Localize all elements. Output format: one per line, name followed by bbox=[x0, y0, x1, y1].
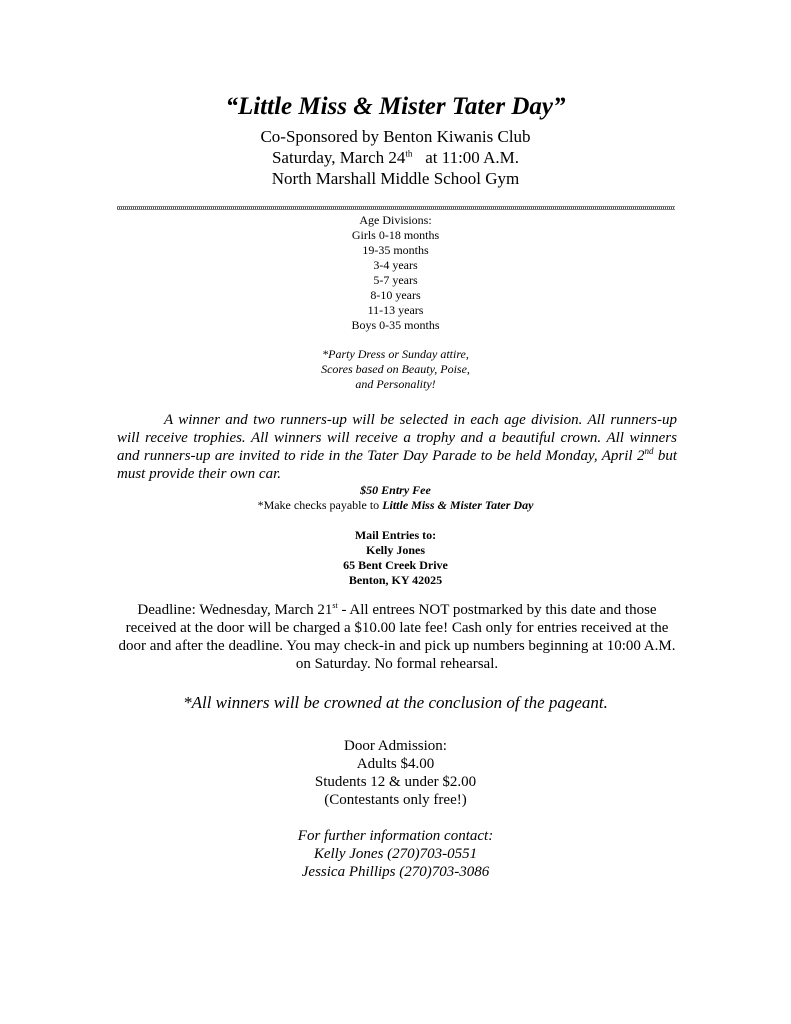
entry-fee: $50 Entry Fee bbox=[360, 483, 431, 497]
attire-note bbox=[0, 347, 791, 392]
door-admission bbox=[0, 737, 791, 809]
mail-heading: Mail Entries to: bbox=[354, 528, 437, 542]
division-item: 19-35 months bbox=[362, 243, 429, 257]
date-line bbox=[0, 147, 791, 168]
mail-name: Kelly Jones bbox=[366, 543, 425, 557]
location-line: North Marshall Middle School Gym bbox=[271, 169, 520, 188]
deadline-ordinal: st bbox=[332, 601, 338, 610]
contact-person: Jessica Phillips (270)703-3086 bbox=[301, 864, 490, 880]
mail-street: 65 Bent Creek Drive bbox=[343, 558, 448, 572]
checks-payee: Little Miss & Mister Tater Day bbox=[382, 498, 534, 512]
contact-heading: For further information contact: bbox=[297, 828, 494, 844]
divider-line bbox=[117, 206, 675, 210]
mail-entries bbox=[0, 528, 791, 588]
checks-note bbox=[0, 498, 791, 513]
time-text: at 11:00 A.M. bbox=[425, 148, 520, 167]
crowned-note: *All winners will be crowned at the conclusion of the pageant. bbox=[183, 693, 608, 712]
attire-line: *Party Dress or Sunday attire, bbox=[322, 347, 469, 361]
contact-info bbox=[0, 827, 791, 881]
deadline-paragraph bbox=[117, 601, 677, 673]
age-divisions-heading: Age Divisions: bbox=[359, 213, 432, 227]
division-item: 11-13 years bbox=[367, 303, 424, 317]
admission-students: Students 12 & under $2.00 bbox=[314, 774, 477, 790]
admission-contestants: (Contestants only free!) bbox=[324, 792, 467, 808]
division-item: 8-10 years bbox=[370, 288, 421, 302]
prize-text: A winner and two runners-up will be selected in each age division. All runners-up will receive trophies. All winners will receive a trophy and a beautiful crown. All winners and runners-up are invited to ride in the Tater Day Parade to be held Monday, April 2 bbox=[117, 412, 677, 464]
prize-ordinal: nd bbox=[644, 446, 654, 456]
prize-text-end: but must provide their own car. bbox=[117, 448, 678, 482]
deadline-text: - All entrees NOT postmarked by this date and those received at the door will be charged a $10.00 late fee! Cash only for entries received at the door and after the deadline. You may check-in and pick up numbers beginning at 10:00 A.M. on Saturday. No formal rehearsal. bbox=[118, 602, 676, 672]
deadline-prefix: Deadline: Wednesday, March 21 bbox=[137, 602, 333, 618]
flyer-title: “Little Miss & Mister Tater Day” bbox=[225, 93, 566, 120]
age-divisions bbox=[0, 213, 791, 333]
contact-person: Kelly Jones (270)703-0551 bbox=[313, 846, 478, 862]
mail-city: Benton, KY 42025 bbox=[348, 573, 443, 587]
sponsor-line: Co-Sponsored by Benton Kiwanis Club bbox=[260, 127, 531, 146]
prize-paragraph bbox=[117, 411, 677, 483]
attire-line: and Personality! bbox=[355, 377, 436, 391]
date-ordinal: th bbox=[405, 148, 413, 159]
division-item: 3-4 years bbox=[373, 258, 418, 272]
admission-heading: Door Admission: bbox=[344, 738, 447, 754]
division-item: Girls 0-18 months bbox=[351, 228, 440, 242]
division-item: 5-7 years bbox=[373, 273, 418, 287]
attire-line: Scores based on Beauty, Poise, bbox=[321, 362, 470, 376]
division-item: Boys 0-35 months bbox=[351, 318, 440, 332]
checks-prefix: *Make checks payable to bbox=[257, 498, 383, 512]
date-text: Saturday, March 24 bbox=[271, 148, 406, 167]
admission-adults: Adults $4.00 bbox=[356, 756, 435, 772]
